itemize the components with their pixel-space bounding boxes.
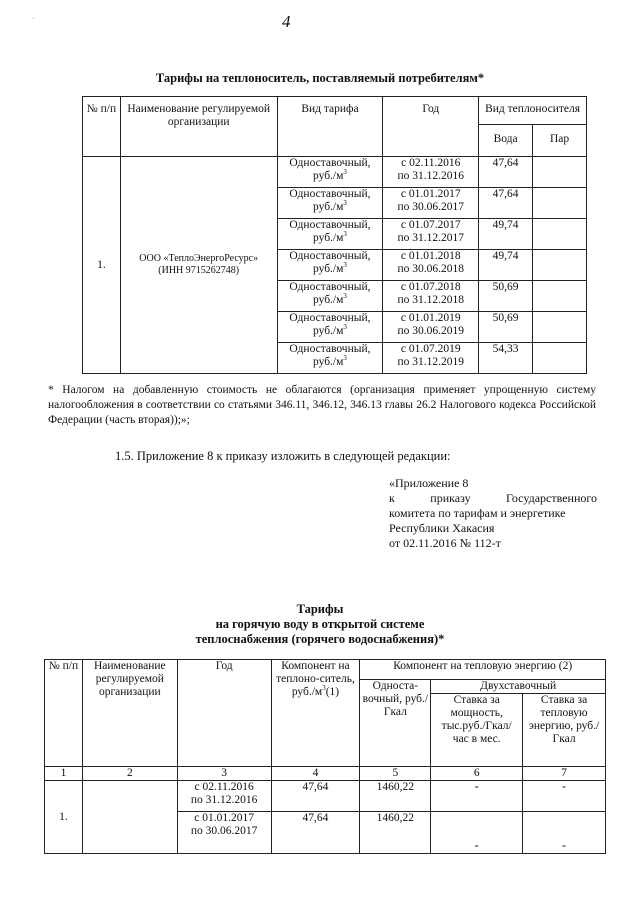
t2-col-number-1: 1 xyxy=(45,767,83,781)
t2-header-num: № п/п xyxy=(45,660,83,767)
t2-row-1-energy: - xyxy=(523,812,606,854)
t2-row-0-single: 1460,22 xyxy=(360,781,431,812)
t2-col-number-4: 4 xyxy=(271,767,360,781)
t1-row-4-water: 50,69 xyxy=(479,281,533,312)
t1-row-0-type: Одноставочный, $руб./м^3$ xyxy=(277,157,383,188)
t2-row-number: 1. xyxy=(45,781,83,854)
t1-row-number: 1. xyxy=(83,157,121,374)
t2-header-org: Наименование регулируемой организации xyxy=(82,660,177,767)
t1-header-num: № п/п xyxy=(83,97,121,157)
t1-row-2-steam xyxy=(533,219,587,250)
t1-org-name: ООО «ТеплоЭнергоРесурс» xyxy=(139,253,259,264)
t1-row-3-period: с 01.01.2018 по 30.06.2018 xyxy=(383,250,479,281)
t1-header-year: Год xyxy=(383,97,479,157)
t1-row-3-type: Одноставочный, $руб./м^3$ xyxy=(277,250,383,281)
t1-header-tariff-type: Вид тарифа xyxy=(277,97,383,157)
t2-header-single: Односта-вочный, руб./Гкал xyxy=(360,680,431,767)
t1-row-2-water: 49,74 xyxy=(479,219,533,250)
t2-header-carrier-comp: Компонент на теплоно-ситель, $руб./м^3(1)$ xyxy=(271,660,360,767)
t2-row-0-carrier: 47,64 xyxy=(271,781,360,812)
t2-row-1-carrier: 47,64 xyxy=(271,812,360,854)
t2-row-0-period: с 02.11.2016 по 31.12.2016 xyxy=(177,781,271,812)
t1-row-0-water: 47,64 xyxy=(479,157,533,188)
paragraph-1-5: 1.5. Приложение 8 к приказу изложить в следующей редакции: xyxy=(115,449,451,463)
table1-title: Тарифы на теплоноситель, поставляемый потребителям* xyxy=(155,71,485,85)
t1-row-4-steam xyxy=(533,281,587,312)
t1-row-1-type: Одноставочный, $руб./м^3$ xyxy=(277,188,383,219)
attachment-line-4: Республики Хакасия xyxy=(389,521,495,535)
t1-row-5-period: с 01.01.2019 по 30.06.2019 xyxy=(383,312,479,343)
attachment-line-1: «Приложение 8 xyxy=(389,476,469,490)
t2-org-cell xyxy=(82,781,177,854)
t1-row-5-steam xyxy=(533,312,587,343)
t1-row-0-period: с 02.11.2016 по 31.12.2016 xyxy=(383,157,479,188)
t2-col-number-2: 2 xyxy=(82,767,177,781)
t2-col-number-3: 3 xyxy=(177,767,271,781)
t2-row-1-power: - xyxy=(431,812,523,854)
t2-header-year: Год xyxy=(177,660,271,767)
table2-title-line-2: на горячую воду в открытой системе xyxy=(215,617,425,631)
t1-row-6-period: с 01.07.2019 по 31.12.2019 xyxy=(383,343,479,374)
t1-row-4-type: Одноставочный, $руб./м^3$ xyxy=(277,281,383,312)
t2-col-number-7: 7 xyxy=(523,767,606,781)
t1-header-steam: Пар xyxy=(533,125,587,157)
attachment-line-2: к приказу Государственного xyxy=(389,491,597,505)
t1-header-carrier: Вид теплоносителя xyxy=(479,97,587,125)
page-number: 4 xyxy=(282,12,291,31)
t1-row-5-type: Одноставочный, $руб./м^3$ xyxy=(277,312,383,343)
table2 xyxy=(44,659,606,854)
t2-header-energy-rate: Ставка за тепловую энергию, руб./Гкал xyxy=(523,694,606,767)
table2-title xyxy=(0,602,640,647)
t1-row-2-period: с 01.07.2017 по 31.12.2017 xyxy=(383,219,479,250)
t2-row-1-single: 1460,22 xyxy=(360,812,431,854)
t1-row-4-period: с 01.07.2018 по 31.12.2018 xyxy=(383,281,479,312)
t2-row-0-power: - xyxy=(431,781,523,812)
t1-row-6-water: 54,33 xyxy=(479,343,533,374)
t1-row-3-water: 49,74 xyxy=(479,250,533,281)
t2-row-0-energy: - xyxy=(523,781,606,812)
t1-row-0-steam xyxy=(533,157,587,188)
t1-row-6-steam xyxy=(533,343,587,374)
t2-col-number-6: 6 xyxy=(431,767,523,781)
table2-title-line-1: Тарифы xyxy=(296,602,344,616)
table1 xyxy=(82,96,587,374)
footnote: * Налогом на добавленную стоимость не облагаются (организация применяет упрощенную систему налогообложения в соответствии со статьями 346.11, 346.12, 346.13 главы 26.2 Налогового кодекса Российской Федерации (часть вторая));»; xyxy=(48,384,596,426)
t1-org-inn: (ИНН 9715262748) xyxy=(158,265,240,276)
attachment-block xyxy=(389,476,597,551)
t1-row-5-water: 50,69 xyxy=(479,312,533,343)
attachment-line-3: комитета по тарифам и энергетике xyxy=(389,506,566,520)
t1-header-water: Вода xyxy=(479,125,533,157)
t1-row-3-steam xyxy=(533,250,587,281)
t1-row-2-type: Одноставочный, $руб./м^3$ xyxy=(277,219,383,250)
t1-row-1-steam xyxy=(533,188,587,219)
t1-header-org: Наименование регулируемой организации xyxy=(120,97,277,157)
t1-row-1-period: с 01.01.2017 по 30.06.2017 xyxy=(383,188,479,219)
attachment-line-5: от 02.11.2016 № 112-т xyxy=(389,536,501,550)
t2-col-number-5: 5 xyxy=(360,767,431,781)
t1-row-6-type: Одноставочный, $руб./м^3$ xyxy=(277,343,383,374)
t2-row-1-period: с 01.01.2017 по 30.06.2017 xyxy=(177,812,271,854)
scan-speck: · xyxy=(32,14,35,23)
t2-header-two-part: Двухставочный xyxy=(431,680,606,694)
t2-header-energy-comp: Компонент на тепловую энергию (2) xyxy=(360,660,606,680)
t2-header-power-rate: Ставка за мощность, тыс.руб./Гкал/ час в мес. xyxy=(431,694,523,767)
table2-title-line-3: теплоснабжения (горячего водоснабжения)* xyxy=(195,632,445,646)
t1-row-1-water: 47,64 xyxy=(479,188,533,219)
